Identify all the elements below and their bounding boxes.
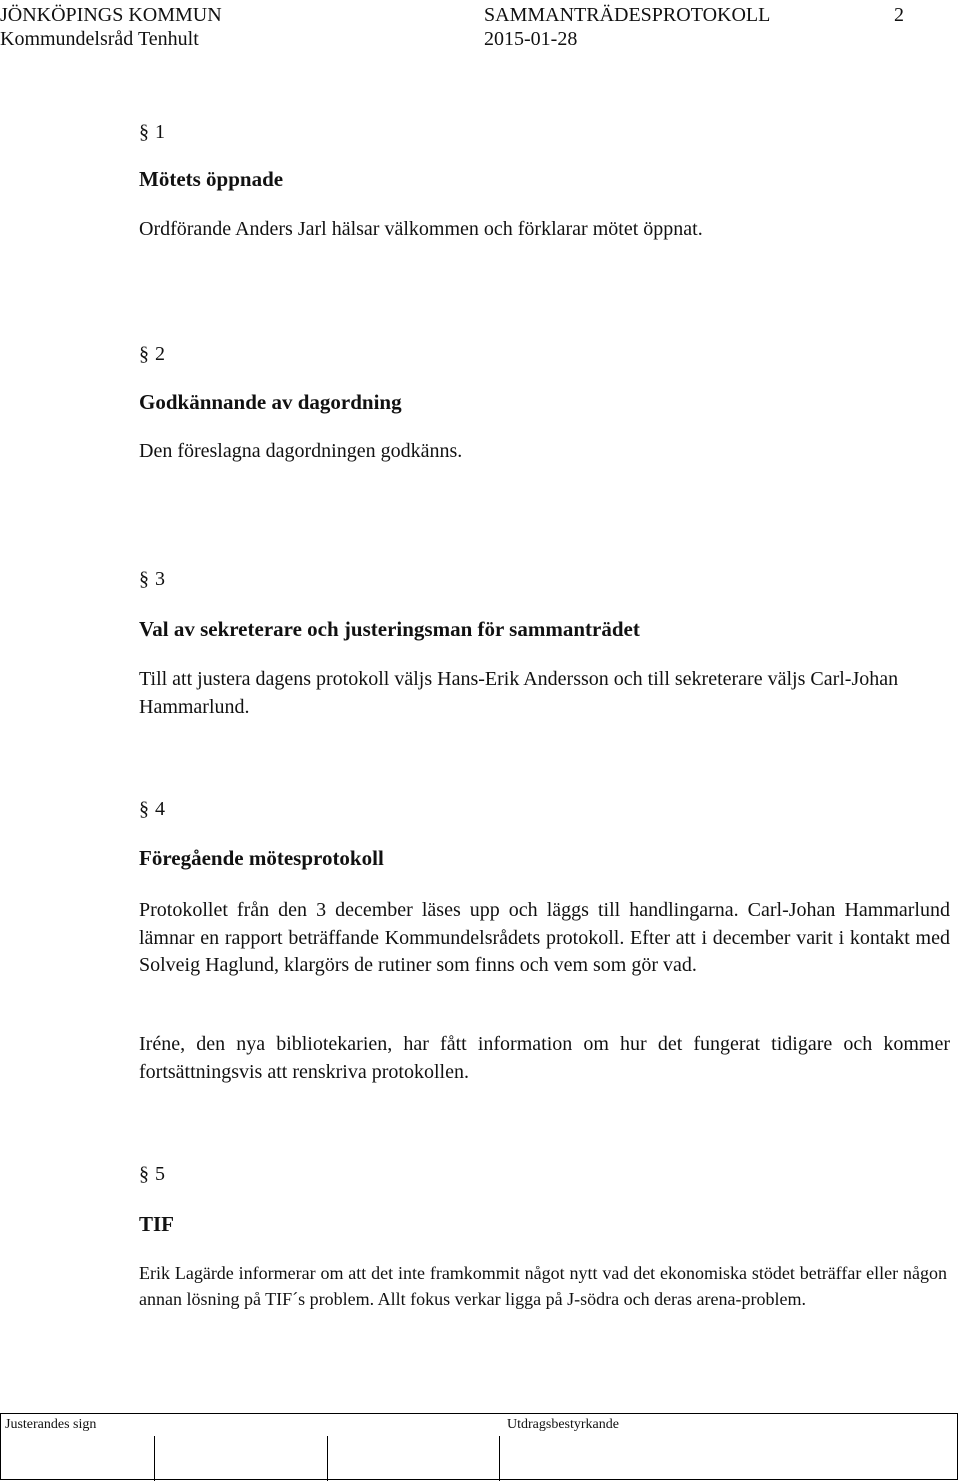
signature-box — [0, 1413, 958, 1480]
section-number: 5 — [155, 1163, 165, 1185]
signature-divider — [499, 1436, 500, 1481]
section-symbol: § — [139, 343, 149, 365]
section-3-title: Val av sekreterare och justeringsman för sammanträdet — [139, 617, 640, 641]
section-4-paragraph-1: Protokollet från den 3 december läses upp och läggs till handlingarna. Carl-Johan Hammarlund lämnar en rapport beträffande Kommundelsrådets protokoll. Efter att i december varit i kontakt med Solveig Haglund, klargörs de rutiner som finns och vem som gör vad. — [139, 899, 950, 976]
section-1-number — [139, 120, 165, 144]
header-committee: Kommundelsråd Tenhult — [0, 28, 199, 50]
signature-divider — [327, 1436, 328, 1481]
signature-divider — [154, 1436, 155, 1481]
section-symbol: § — [139, 121, 149, 143]
section-5-number — [139, 1162, 165, 1186]
utdragsbestyrkande-label: Utdragsbestyrkande — [507, 1417, 619, 1432]
section-number: 1 — [155, 121, 165, 143]
section-symbol: § — [139, 798, 149, 820]
header-date: 2015-01-28 — [484, 28, 578, 50]
section-number: 4 — [155, 798, 165, 820]
section-3-paragraph: Till att justera dagens protokoll väljs Hans-Erik Andersson och till sekreterare väljs Carl-Johan Hammarlund. — [139, 668, 899, 718]
section-4-number — [139, 797, 165, 821]
section-1-paragraph: Ordförande Anders Jarl hälsar välkommen och förklarar mötet öppnat. — [139, 218, 703, 240]
header-doc-type: SAMMANTRÄDESPROTOKOLL — [484, 4, 771, 26]
section-2-number — [139, 342, 165, 366]
section-symbol: § — [139, 568, 149, 590]
section-2-paragraph: Den föreslagna dagordningen godkänns. — [139, 440, 463, 462]
section-2-title: Godkännande av dagordning — [139, 390, 402, 414]
header-page-number: 2 — [894, 4, 904, 26]
section-3-number — [139, 567, 165, 591]
section-4-title: Föregående mötesprotokoll — [139, 846, 384, 870]
section-5-title: TIF — [139, 1212, 175, 1236]
section-symbol: § — [139, 1163, 149, 1185]
justerandes-sign-label: Justerandes sign — [5, 1417, 97, 1432]
section-1-title: Mötets öppnade — [139, 167, 284, 191]
section-5-paragraph: Erik Lagärde informerar om att det inte framkommit något nytt vad det ekonomiska stödet beträffar eller någon annan lösning på TIF´s problem. Allt fokus verkar ligga på J-södra och deras arena-problem. — [139, 1263, 947, 1309]
section-number: 3 — [155, 568, 165, 590]
section-4-paragraph-2: Iréne, den nya bibliotekarien, har fått information om hur det fungerat tidigare och kommer fortsättningsvis att renskriva protokollen. — [139, 1033, 950, 1083]
section-number: 2 — [155, 343, 165, 365]
header-org: JÖNKÖPINGS KOMMUN — [0, 4, 222, 26]
